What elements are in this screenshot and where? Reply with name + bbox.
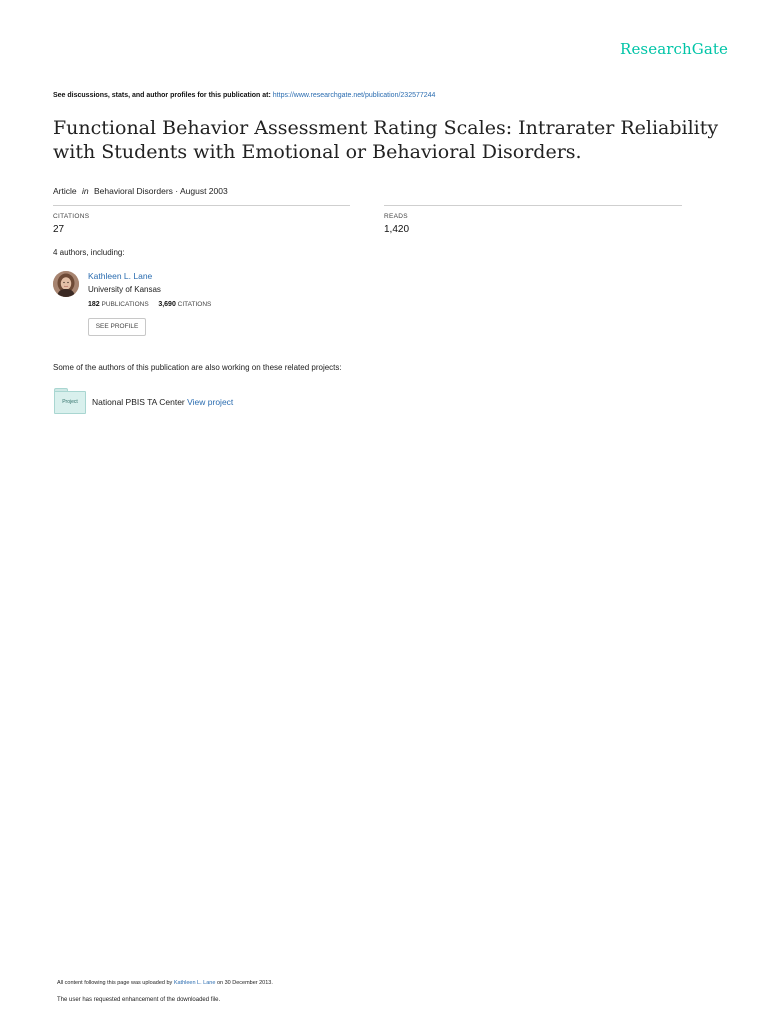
divider-right <box>384 205 682 206</box>
upload-note <box>57 980 273 986</box>
authors-intro: 4 authors, including: <box>53 248 125 257</box>
publication-url-link[interactable]: https://www.researchgate.net/publication/232577244 <box>272 92 436 99</box>
author-publications-label: PUBLICATIONS <box>101 301 149 308</box>
project-icon-label: Project <box>54 391 86 414</box>
related-projects-intro: Some of the authors of this publication are also working on these related projects: <box>53 363 342 372</box>
upload-suffix: on 30 December 2013. <box>216 980 273 986</box>
researchgate-logo[interactable]: ResearchGate <box>620 40 728 58</box>
in-label: in <box>82 186 89 196</box>
citations-value: 27 <box>53 224 65 235</box>
view-project-link[interactable]: View project <box>187 397 234 407</box>
reads-value: 1,420 <box>384 224 410 235</box>
avatar-photo-icon <box>53 271 79 297</box>
author-institution: University of Kansas <box>88 285 161 294</box>
author-publications-count: 182 <box>88 301 100 308</box>
author-citations-label: CITATIONS <box>177 301 212 308</box>
see-profile-button[interactable]: SEE PROFILE <box>88 318 146 336</box>
publication-venue-date: Behavioral Disorders · August 2003 <box>94 186 228 196</box>
discussion-line <box>53 92 435 99</box>
publication-meta <box>53 186 228 196</box>
project-name: National PBIS TA Center <box>92 397 185 407</box>
divider-left <box>53 205 350 206</box>
project-row <box>92 397 233 407</box>
citations-label: CITATIONS <box>53 213 90 220</box>
reads-label: READS <box>384 213 408 220</box>
author-avatar[interactable] <box>53 271 79 297</box>
uploader-link[interactable]: Kathleen L. Lane <box>173 980 216 986</box>
discussion-prefix: See discussions, stats, and author profiles for this publication at: <box>53 92 271 99</box>
author-name-link[interactable]: Kathleen L. Lane <box>88 271 153 281</box>
publication-type: Article <box>53 186 77 196</box>
author-citations-count: 3,690 <box>158 301 176 308</box>
enhancement-note: The user has requested enhancement of the downloaded file. <box>57 997 221 1003</box>
upload-prefix: All content following this page was uploaded by <box>57 980 173 986</box>
project-folder-icon[interactable] <box>54 388 86 414</box>
author-stats <box>88 301 211 308</box>
publication-title: Functional Behavior Assessment Rating Scales: Intrarater Reliability with Students with Emotional or Behavioral Disorders. <box>53 117 719 163</box>
